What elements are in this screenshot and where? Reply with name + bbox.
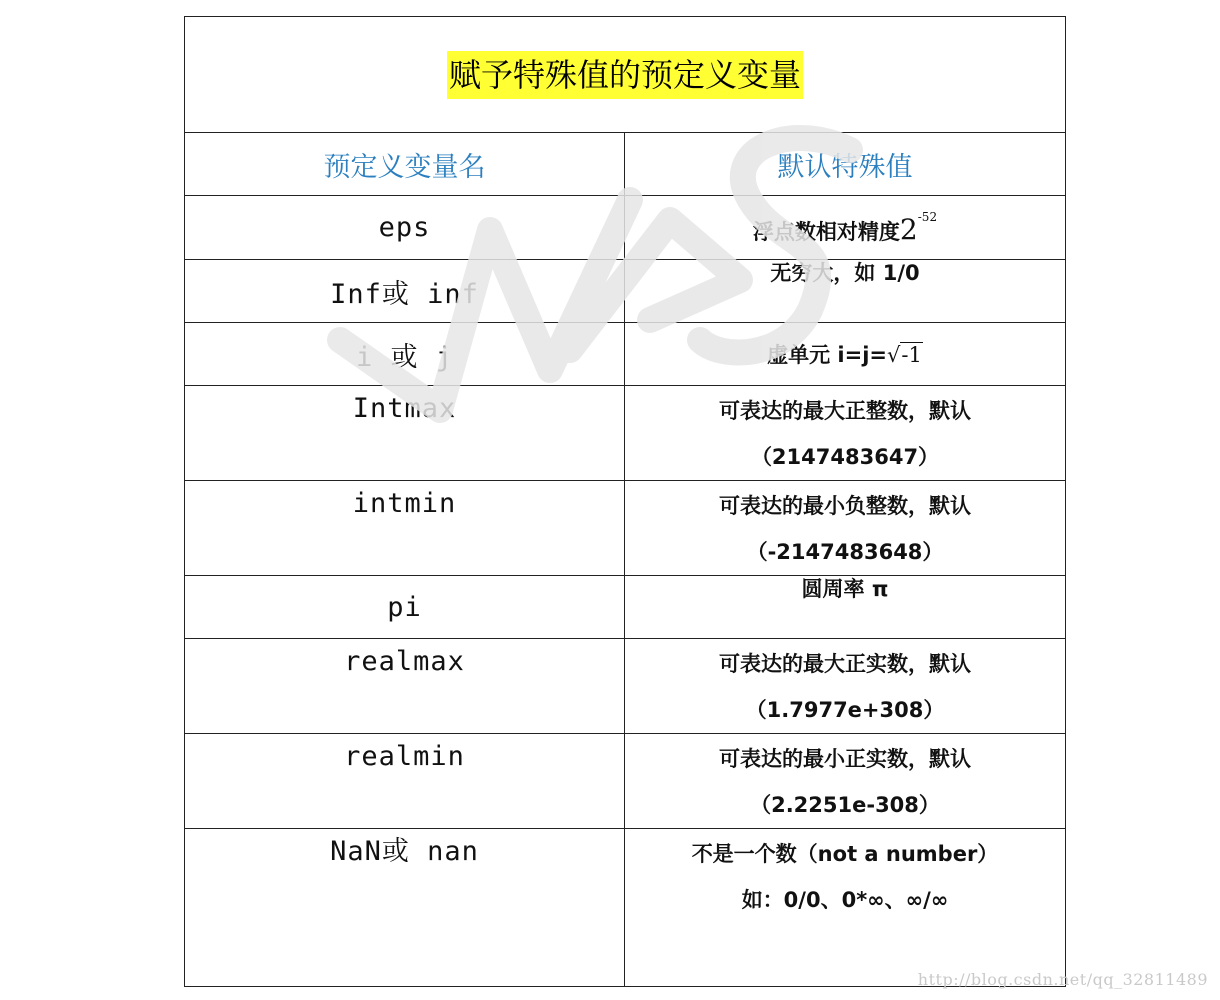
header-variable-name: 预定义变量名 bbox=[323, 151, 486, 183]
table-title: 赋予特殊值的预定义变量 bbox=[447, 51, 803, 99]
variable-description bbox=[625, 734, 1066, 829]
header-value-cell bbox=[625, 133, 1066, 196]
table-row bbox=[185, 323, 1066, 386]
variable-name: eps bbox=[185, 196, 625, 260]
power-base: 2 bbox=[899, 212, 918, 246]
header-default-value: 默认特殊值 bbox=[777, 151, 913, 183]
variable-name: realmax bbox=[185, 639, 625, 734]
description-text: 虚单元 i=j= bbox=[767, 343, 888, 367]
header-row bbox=[185, 133, 1066, 196]
description-text: 可表达的最大正实数，默认 bbox=[719, 652, 971, 676]
sqrt-expression bbox=[887, 342, 923, 367]
table-row bbox=[185, 734, 1066, 829]
radical-sign: √ bbox=[887, 343, 901, 367]
description-text: 浮点数相对精度 bbox=[752, 219, 900, 244]
table-row bbox=[185, 481, 1066, 576]
table-row bbox=[185, 260, 1066, 323]
variable-description bbox=[625, 481, 1066, 576]
description-value: （2147483647） bbox=[750, 445, 940, 469]
table-row bbox=[185, 829, 1066, 987]
variable-description bbox=[625, 260, 1066, 323]
source-url-watermark: http://blog.csdn.net/qq_32811489 bbox=[917, 970, 1208, 989]
variable-name: i 或 j bbox=[185, 323, 625, 386]
variable-name: intmin bbox=[185, 481, 625, 576]
variable-name: realmin bbox=[185, 734, 625, 829]
description-value: （2.2251e-308） bbox=[750, 793, 940, 817]
variable-name: NaN或 nan bbox=[185, 829, 625, 987]
power-exponent: -52 bbox=[917, 209, 938, 224]
variable-description bbox=[625, 829, 1066, 987]
variable-name: Inf或 inf bbox=[185, 260, 625, 323]
table-row bbox=[185, 639, 1066, 734]
variable-description bbox=[625, 196, 1066, 260]
title-cell bbox=[185, 17, 1066, 133]
variable-description bbox=[625, 323, 1066, 386]
description-text: 可表达的最大正整数，默认 bbox=[719, 399, 971, 423]
variable-description bbox=[625, 386, 1066, 481]
header-name-cell bbox=[185, 133, 625, 196]
description-value: 如：0/0、0*∞、∞/∞ bbox=[741, 888, 949, 912]
description-text: 不是一个数（not a number） bbox=[691, 842, 999, 866]
variable-description bbox=[625, 576, 1066, 639]
variable-name: Intmax bbox=[185, 386, 625, 481]
description-text: 无穷大，如 1/0 bbox=[770, 261, 920, 285]
variable-description bbox=[625, 639, 1066, 734]
predefined-variables-table bbox=[184, 16, 1066, 987]
description-text: 可表达的最小负整数，默认 bbox=[719, 494, 971, 518]
description-value: （-2147483648） bbox=[746, 540, 944, 564]
table-row bbox=[185, 576, 1066, 639]
table-row bbox=[185, 196, 1066, 260]
table-row bbox=[185, 386, 1066, 481]
description-text: 可表达的最小正实数，默认 bbox=[719, 747, 971, 771]
radicand: -1 bbox=[901, 343, 922, 367]
power-expression bbox=[899, 209, 938, 246]
title-row bbox=[185, 17, 1066, 133]
description-text: 圆周率 π bbox=[801, 577, 889, 601]
description-value: （1.7977e+308） bbox=[745, 698, 945, 722]
variable-name: pi bbox=[185, 576, 625, 639]
